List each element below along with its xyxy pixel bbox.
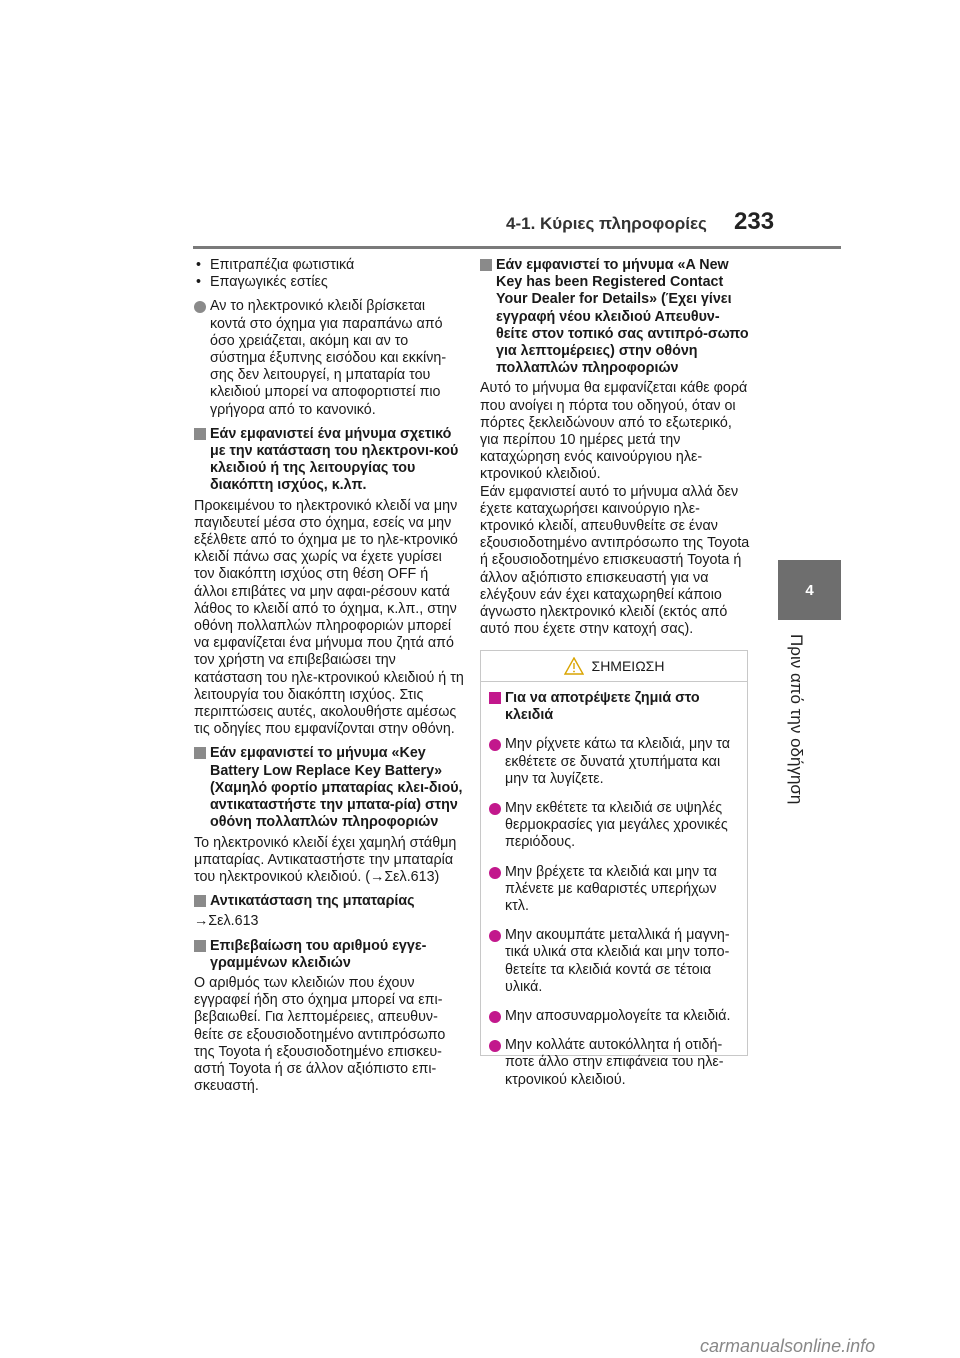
notice-header (481, 651, 747, 682)
notice-item (489, 1037, 739, 1089)
section-heading (194, 938, 464, 972)
notice-item-text: Μην ακουμπάτε μεταλλικά ή μαγνη-τικά υλικά στα κλειδιά και μην τοπο-θετείτε τα κλειδιά κοντά σε τέτοια υλικά. (505, 927, 730, 995)
notice-item (489, 736, 739, 788)
notice-item-text: Μην ρίχνετε κάτω τα κλειδιά, μην τα εκθέτετε σε δυνατά χτυπήματα και μην τα λυγίζετε. (505, 736, 731, 787)
left-column (194, 257, 464, 1102)
section-heading-text: Εάν εμφανιστεί ένα μήνυμα σχετικό με την κατάσταση του ηλεκτρονι-κού κλειδιού ή της λειτουργίας του διακόπτη ισχύος, κ.λπ. (210, 425, 459, 494)
notice-heading-text: Για να αποτρέψετε ζημιά στο κλειδιά (505, 690, 700, 724)
page-number: 233 (734, 208, 775, 235)
circle-bullet-icon (489, 867, 501, 879)
right-column (480, 257, 750, 645)
notice-item (489, 927, 739, 996)
section-heading-text: Επιβεβαίωση του αριθμού εγγε-γραμμένων κλειδιών (210, 937, 427, 971)
circle-note-text: Αν το ηλεκτρονικό κλειδί βρίσκεται κοντά στο όχημα για παραπάνω από όσο χρειάζεται, ακόμη και αν το σύστημα έξυπνης εισόδου και εκκίνη-σης δεν λειτουργεί, η μπαταρία του κλειδιού μπορεί να αποφορτιστεί πιο γρήγορα από το κανονικό. (210, 298, 447, 418)
section-body: Εάν εμφανιστεί αυτό το μήνυμα αλλά δεν έχετε καταχωρήσει καινούργιο ηλε-κτρονικό κλειδί, απευθυνθείτε σε έναν εξουσιοδοτημένο αντιπρόσωπο της Toyota ή εξουσιοδοτημένο επισκευαστή Toyota ή άλλον αξιόπιστο επισκευαστή για να ελέγξουν εάν έχει καταχωρηθεί κάποιο άγνωστο ηλεκτρονικό κλειδί (εκτός από αυτό που έχετε στην κατοχή σας). (480, 483, 750, 638)
circle-bullet-icon (194, 301, 206, 313)
circle-bullet-icon (489, 930, 501, 942)
notice-item (489, 864, 739, 916)
notice-title: ΣΗΜΕΙΩΣΗ (591, 658, 665, 674)
section-heading-text: Αντικατάσταση της μπαταρίας (210, 893, 415, 910)
chapter-tab: 4 (778, 560, 841, 620)
watermark: carmanualsonline.info (700, 1336, 876, 1356)
notice-item-text: Μην εκθέτετε τα κλειδιά σε υψηλές θερμοκρασίες για μεγάλες χρονικές περιόδους. (505, 800, 728, 851)
notice-item-text: Μην βρέχετε τα κλειδιά και μην τα πλένετε με καθαριστές υπερήχων κτλ. (505, 863, 717, 915)
square-bullet-icon (480, 259, 492, 271)
section-title: 4-1. Κύριες πληροφορίες (506, 214, 707, 233)
section-body: Ο αριθμός των κλειδιών που έχουν εγγραφεί ήδη στο όχημα μπορεί να επι-βεβαιωθεί. Για λεπτομέρειες, απευθυν-θείτε σε εξουσιοδοτημένο αντιπρόσωπο της Toyota ή εξουσιοδοτημένο επισκευ-αστή Toyota ή σε άλλον αξιόπιστο επι-σκευαστή. (194, 974, 446, 1095)
bullet-item: • Επαγωγικές εστίες (194, 274, 464, 291)
chapter-title: Πριν από την οδήγηση (787, 634, 806, 805)
square-bullet-icon (194, 428, 206, 440)
notice-item-text: Μην αποσυναρμολογείτε τα κλειδιά. (505, 1008, 731, 1025)
warning-triangle-icon (564, 657, 584, 675)
page-header (0, 0, 960, 280)
circle-bullet-icon (489, 1040, 501, 1052)
notice-body (481, 682, 747, 1089)
section-body: Αυτό το μήνυμα θα εμφανίζεται κάθε φορά που ανοίγει η πόρτα του οδηγού, όταν οι πόρτες ξεκλειδώνουν από το εξωτερικό, για περίπου 10 ημέρες μετά την καταχώρηση ενός καινούργιου ηλε-κτρονικού κλειδιού. (480, 380, 748, 483)
section-heading (194, 426, 464, 495)
page-reference: →Σελ.613 (194, 913, 259, 930)
section-heading (194, 745, 464, 831)
notice-item (489, 1008, 739, 1025)
notice-item (489, 800, 739, 852)
header-rule (193, 246, 841, 249)
section-heading-text: Εάν εμφανιστεί το μήνυμα «Key Battery Low Replace Key Battery» (Χαμηλό φορτίο μπαταρίας κλει-διού, αντικαταστήστε την μπατα-ρία) στην οθόνη πολλαπλών πληροφοριών (210, 745, 463, 831)
circle-note (194, 298, 464, 418)
section-heading (194, 893, 464, 910)
bullet-item: • Επιτραπέζια φωτιστικά (194, 257, 464, 274)
circle-bullet-icon (489, 1011, 501, 1023)
section-body: Το ηλεκτρονικό κλειδί έχει χαμηλή στάθμη μπαταρίας. Αντικαταστήστε την μπαταρία του ηλεκτρονικού κλειδιού. (→Σελ.613) (194, 834, 457, 885)
notice-heading (489, 690, 739, 724)
square-bullet-icon (194, 747, 206, 759)
square-bullet-icon (194, 895, 206, 907)
section-body: Προκειμένου το ηλεκτρονικό κλειδί να μην παγιδευτεί μέσα στο όχημα, εσείς να μην εξέλθετε από το όχημα με το ηλε-κτρονικό κλειδί πάνω σας χωρίς να έχετε γυρίσει τον διακόπτη ισχύος στη θέση OFF ή άλλοι επιβάτες να μην αφαι-ρέσουν κατά λάθος το κλειδί από το όχημα, κ.λπ., στην οθόνη πολλαπλών πληροφοριών μπορεί να εμφανίζεται ένα μήνυμα που ζητά από τον χρήστη να επιβεβαιώσει την κατάσταση του ηλε-κτρονικού κλειδιού ή τη λειτουργία του διακόπτη ισχύος. Στις περιπτώσεις αυτές, ακολουθήστε αμέσως τις οδηγίες που εμφανίζονται στην οθόνη. (194, 497, 464, 738)
circle-bullet-icon (489, 739, 501, 751)
square-bullet-icon (194, 940, 206, 952)
notice-box (480, 650, 748, 1088)
circle-bullet-icon (489, 803, 501, 815)
section-heading-text: Εάν εμφανιστεί το μήνυμα «A New Key has been Registered Contact Your Dealer for Details» (Έχει γίνει εγγραφή νέου κλειδιού Απευθυν-θείτε στον τοπικό σας αντιπρό-σωπο για λεπτομέρειες) στην οθόνη πολλαπλών πληροφοριών (496, 257, 749, 377)
notice-item-text: Μην κολλάτε αυτοκόλλητα ή οτιδή-ποτε άλλο στην επιφάνεια του ηλε-κτρονικού κλειδιού. (505, 1037, 724, 1088)
section-heading (480, 257, 750, 377)
square-bullet-icon (489, 692, 501, 704)
